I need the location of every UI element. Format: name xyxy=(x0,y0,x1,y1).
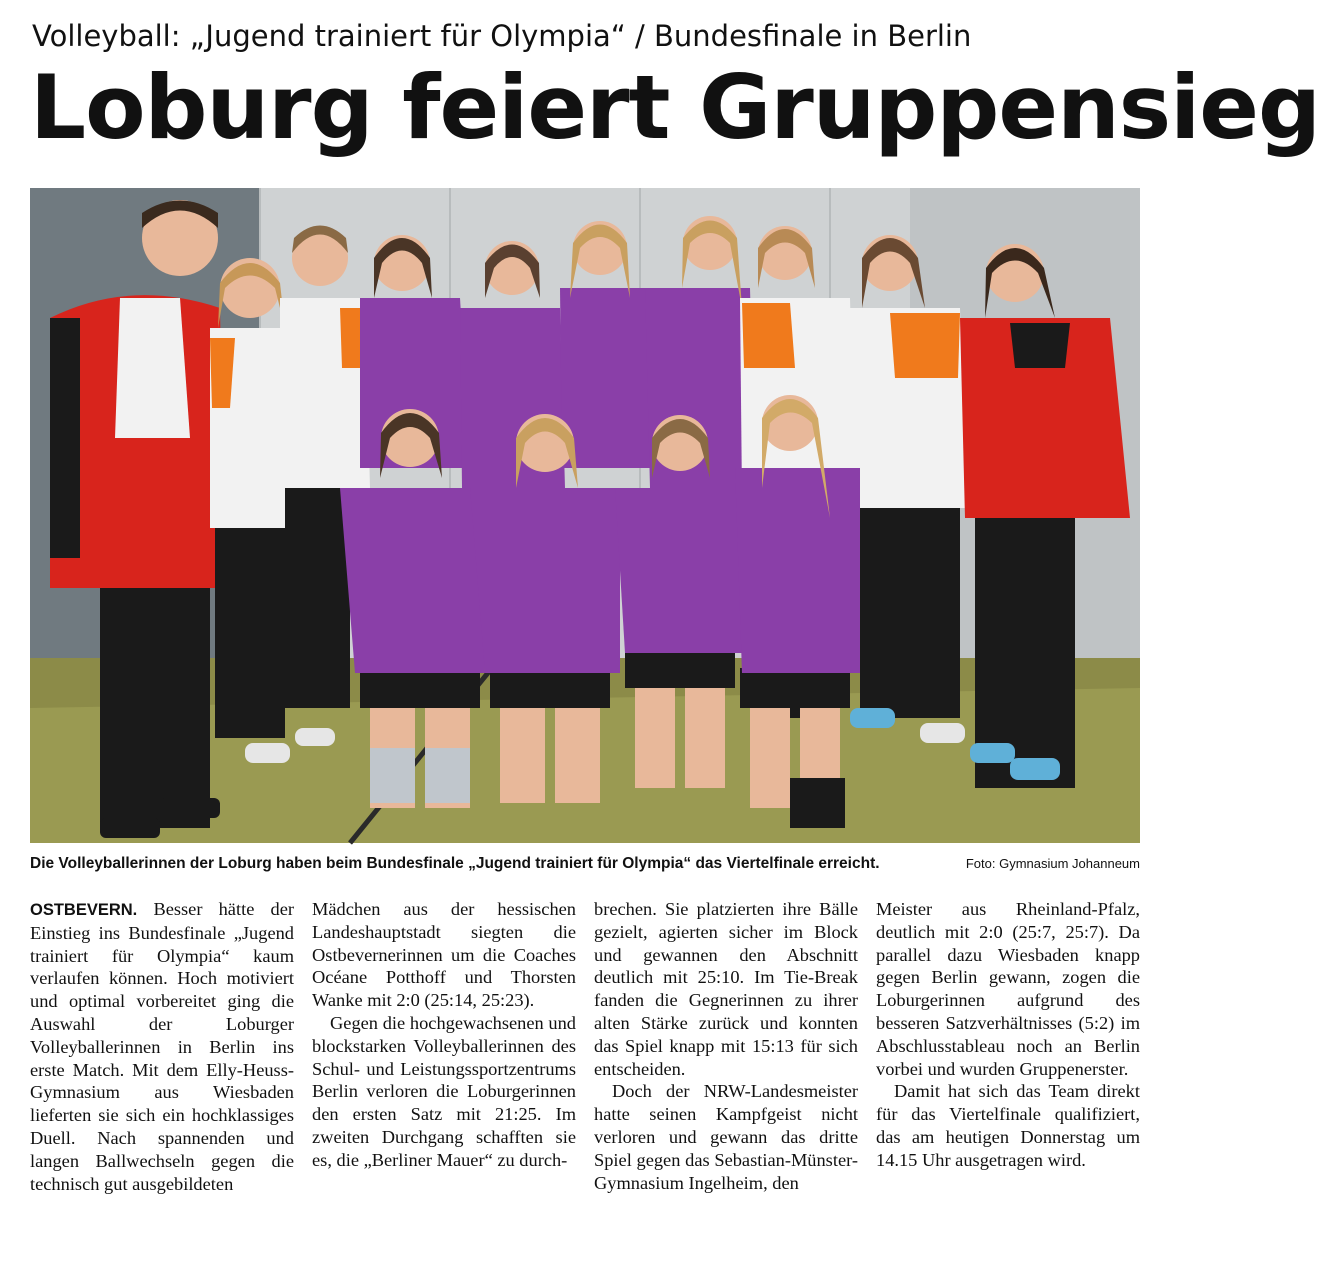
article-column-1 xyxy=(30,898,294,1195)
article-kicker: Volleyball: „Jugend trainiert für Olympia“ / Bundesfinale in Berlin xyxy=(32,19,972,53)
article-paragraph: Gegen die hochgewachsenen und blockstarken Volleyballerinnen des Schul- und Leistungssportzentrums Berlin verloren die Loburgerinnen den ersten Satz mit 21:25. Im zweiten Durchgang schafften sie es, die „Berliner Mauer“ zu durch- xyxy=(312,1012,576,1170)
article-paragraph xyxy=(30,898,294,1195)
article-column-2 xyxy=(312,898,576,1195)
article-body xyxy=(30,898,1140,1195)
article-column-4 xyxy=(876,898,1140,1195)
article-paragraph: Doch der NRW-Landesmeister hatte seinen Kampfgeist nicht verloren und gewann das dritte Spiel gegen das Sebastian-Münster-Gymnasium Ingelheim, den xyxy=(594,1081,858,1193)
article-dateline: OSTBEVERN. xyxy=(30,901,138,919)
team-photo-illustration xyxy=(30,188,1140,843)
article-headline: Loburg feiert Gruppensieg xyxy=(30,56,1320,159)
team-photo xyxy=(30,188,1140,843)
photo-caption-row xyxy=(30,853,1140,875)
article-paragraph: brechen. Sie platzierten ihre Bälle gezielt, agierten sicher im Block und gewannen den Abschnitt deutlich mit 25:10. Im Tie-Break fanden die Gegnerinnen zu ihrer alten Stärke zurück und konnten das Spiel knapp mit 15:13 für sich entscheiden. xyxy=(594,899,858,1079)
photo-caption: Die Volleyballerinnen der Loburg haben beim Bundesfinale „Jugend trainiert für Olympia“ das Viertelfinale erreicht. xyxy=(30,855,880,872)
article-paragraph: Damit hat sich das Team direkt für das Viertelfinale qualifiziert, das am heutigen Donnerstag um 14.15 Uhr ausgetragen wird. xyxy=(876,1081,1140,1170)
article-paragraph-text: Besser hätte der Einstieg ins Bundesfinale „Jugend trainiert für Olympia“ kaum verlaufen können. Hoch motiviert und optimal vorbereitet ging die Auswahl der Loburger Volleyballerinnen in Berlin ins erste Match. Mit dem Elly-Heuss-Gymnasium aus Wiesbaden lieferten sie sich ein hochklassiges Duell. Nach spannenden und langen Ballwechseln gegen die technisch gut ausgebildeten xyxy=(30,899,294,1194)
article-paragraph: Mädchen aus der hessischen Landeshauptstadt siegten die Ostbevernerinnen um die Coaches Océane Potthoff und Thorsten Wanke mit 2:0 (25:14, 25:23). xyxy=(312,899,576,1011)
article-column-3 xyxy=(594,898,858,1195)
article-paragraph: Meister aus Rheinland-Pfalz, deutlich mit 2:0 (25:7, 25:7). Da parallel dazu Wiesbaden knapp gegen Berlin gewann, zogen die Loburgerinnen aufgrund des besseren Satzverhältnisses (5:2) im Abschlusstableau noch an Berlin vorbei und wurden Gruppenerster. xyxy=(876,899,1140,1079)
photo-credit: Foto: Gymnasium Johanneum xyxy=(965,856,1140,871)
